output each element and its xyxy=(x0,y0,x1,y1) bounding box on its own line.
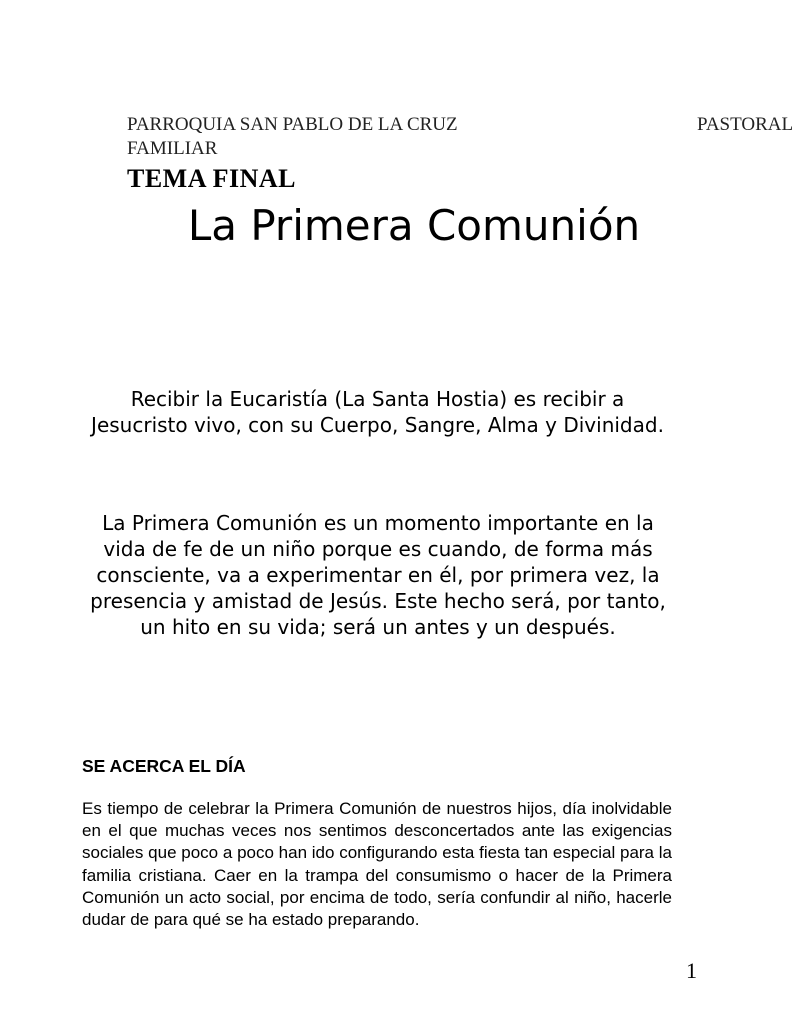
page-number: 1 xyxy=(686,958,697,983)
section-body: Es tiempo de celebrar la Primera Comunión de nuestros hijos, día inolvidable en el que muchas veces nos sentimos desconcertados ante las exigencias sociales que poco a poco han ido configurando esta fiesta tan especial para la familia cristiana. Caer en la trampa del consumismo o hacer de la Primera Comunión un acto social, por encima de todo, sería confundir al niño, hacerle dudar de para qué se ha estado preparando. xyxy=(82,799,672,930)
intro-paragraph-1: Recibir la Eucaristía (La Santa Hostia) es recibir a Jesucristo vivo, con su Cuerpo, Sangre, Alma y Divinidad. xyxy=(91,387,664,437)
ministry-name-end: FAMILIAR xyxy=(127,138,218,159)
topic-label: TEMA FINAL xyxy=(127,164,296,193)
parish-name: PARROQUIA SAN PABLO DE LA CRUZ xyxy=(127,114,458,135)
section-heading: SE ACERCA EL DÍA xyxy=(82,756,246,776)
ministry-name-start: PASTORAL xyxy=(697,114,793,135)
page-title: La Primera Comunión xyxy=(187,201,641,250)
intro-paragraph-2: La Primera Comunión es un momento importante en la vida de fe de un niño porque es cuando, de forma más consciente, va a experimentar en él, por primera vez, la presencia y amistad de Jesús. Este hecho será, por tanto, un hito en su vida; será un antes y un después. xyxy=(90,511,666,639)
topic-label-container xyxy=(125,160,385,193)
